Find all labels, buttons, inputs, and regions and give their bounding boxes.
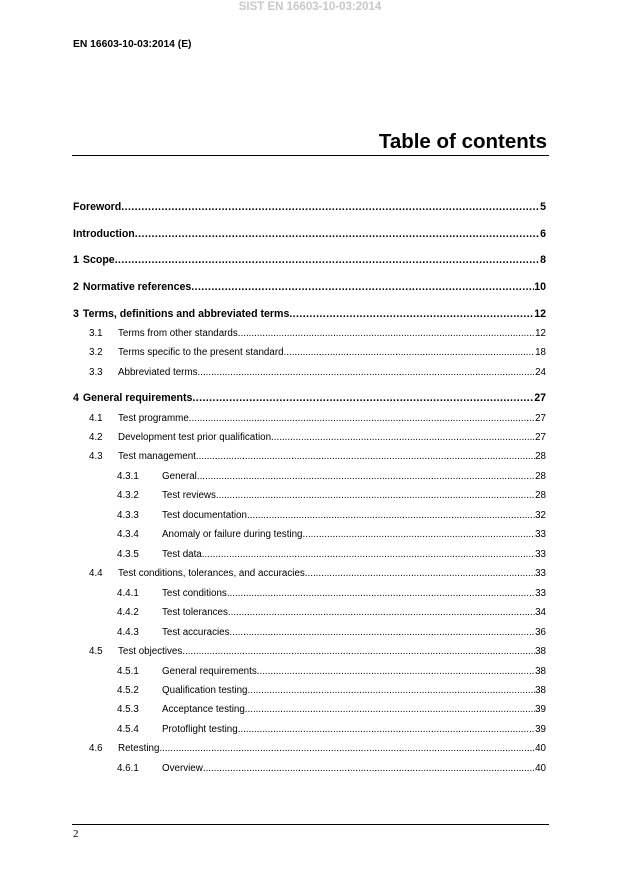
toc-entry-page: 40 — [535, 743, 546, 754]
toc-entry-page: 12 — [534, 308, 546, 320]
toc-entry[interactable] — [73, 529, 546, 540]
dot-leader — [135, 228, 540, 240]
toc-entry[interactable] — [73, 432, 546, 443]
toc-entry-number: 4.3.2 — [117, 490, 139, 501]
dot-leader — [203, 763, 535, 774]
toc-entry-label: Scope — [82, 254, 115, 266]
toc-entry[interactable] — [73, 201, 546, 213]
dot-leader — [247, 510, 535, 521]
toc-entry[interactable] — [73, 490, 546, 501]
toc-entry[interactable] — [73, 743, 546, 754]
toc-entry-page: 5 — [540, 201, 546, 213]
toc-entry-number: 4.3.1 — [117, 471, 139, 482]
dot-leader — [192, 392, 534, 404]
toc-entry-page: 27 — [535, 413, 546, 424]
page-title: Table of contents — [378, 130, 547, 153]
toc-entry-page: 12 — [535, 328, 546, 339]
dot-leader — [284, 347, 536, 358]
toc-entry[interactable] — [73, 763, 546, 774]
toc-entry-number: 3.1 — [89, 328, 103, 339]
toc-entry[interactable] — [73, 451, 546, 462]
toc-entry-number: 4.5.4 — [117, 724, 139, 735]
toc-entry-label: Test conditions — [162, 588, 227, 599]
toc-entry[interactable] — [73, 627, 546, 638]
dot-leader — [289, 308, 534, 320]
toc-entry-label: Normative references — [82, 281, 192, 293]
toc-entry-number: 4.5 — [89, 646, 103, 657]
toc-entry-label: General requirements — [82, 392, 193, 404]
toc-entry-label: Development test prior qualification — [118, 432, 272, 443]
toc-entry-number: 4.2 — [89, 432, 103, 443]
toc-entry-number: 4.3 — [89, 451, 103, 462]
dot-leader — [303, 529, 536, 540]
dot-leader — [245, 704, 535, 715]
toc-entry-label: Terms from other standards — [118, 328, 238, 339]
toc-entry-page: 18 — [535, 347, 546, 358]
toc-entry-page: 6 — [540, 228, 546, 240]
toc-entry-number: 4.3.4 — [117, 529, 139, 540]
toc-entry-number: 4.5.1 — [117, 666, 139, 677]
dot-leader — [230, 627, 536, 638]
page-number: 2 — [73, 828, 79, 840]
toc-entry-label: Foreword — [73, 201, 122, 213]
toc-entry-page: 38 — [535, 666, 546, 677]
toc-entry-number: 4.4.3 — [117, 627, 139, 638]
toc-entry-label: Acceptance testing — [162, 704, 245, 715]
dot-leader — [257, 666, 535, 677]
toc-entry-number: 3.2 — [89, 347, 103, 358]
dot-leader — [196, 451, 535, 462]
toc-entry-label: Test accuracies — [162, 627, 230, 638]
dot-leader — [189, 413, 535, 424]
toc-entry-label: Introduction — [73, 228, 135, 240]
toc-entry-page: 10 — [534, 281, 546, 293]
toc-entry[interactable] — [73, 646, 546, 657]
toc-entry[interactable] — [73, 510, 546, 521]
toc-entry-label: Test programme — [118, 413, 189, 424]
toc-entry[interactable] — [73, 549, 546, 560]
toc-entry[interactable] — [73, 254, 546, 266]
toc-entry-number: 4.1 — [89, 413, 103, 424]
dot-leader — [227, 588, 535, 599]
toc-entry-page: 24 — [535, 367, 546, 378]
toc-entry[interactable] — [73, 228, 546, 240]
document-id: EN 16603-10-03:2014 (E) — [73, 39, 192, 50]
toc-entry-label: General requirements — [162, 666, 257, 677]
footer-divider — [72, 824, 549, 825]
toc-entry[interactable] — [73, 328, 546, 339]
toc-entry-number: 4.5.2 — [117, 685, 139, 696]
toc-entry-label: Test reviews — [162, 490, 216, 501]
toc-entry-label: Test objectives — [118, 646, 183, 657]
toc-entry-label: Retesting — [118, 743, 160, 754]
dot-leader — [238, 724, 535, 735]
dot-leader — [238, 328, 535, 339]
toc-entry-number: 1 — [73, 254, 79, 266]
toc-entry-number: 2 — [73, 281, 79, 293]
toc-entry-page: 33 — [535, 529, 546, 540]
toc-entry-label: Terms, definitions and abbreviated terms — [82, 308, 290, 320]
dot-leader — [228, 607, 535, 618]
toc-entry-page: 36 — [535, 627, 546, 638]
dot-leader — [115, 254, 540, 266]
dot-leader — [159, 743, 535, 754]
toc-entry-label: Overview — [162, 763, 203, 774]
toc-entry[interactable] — [73, 347, 546, 358]
toc-entry-page: 27 — [534, 392, 546, 404]
toc-entry-page: 38 — [535, 646, 546, 657]
toc-entry-number: 4.6.1 — [117, 763, 139, 774]
toc-entry-label: Anomaly or failure during testing — [162, 529, 303, 540]
toc-entry[interactable] — [73, 685, 546, 696]
toc-entry-label: Test documentation — [162, 510, 247, 521]
dot-leader — [305, 568, 535, 579]
toc-entry-page: 38 — [535, 685, 546, 696]
dot-leader — [197, 471, 535, 482]
toc-entry-page: 28 — [535, 451, 546, 462]
toc-entry-page: 33 — [535, 588, 546, 599]
toc-entry-page: 32 — [535, 510, 546, 521]
toc-entry-page: 28 — [535, 490, 546, 501]
toc-entry-label: General — [162, 471, 197, 482]
toc-entry-page: 27 — [535, 432, 546, 443]
toc-entry[interactable] — [73, 724, 546, 735]
toc-entry-number: 4.4.2 — [117, 607, 139, 618]
toc-entry-page: 33 — [535, 549, 546, 560]
toc-entry-page: 40 — [535, 763, 546, 774]
toc-entry-page: 28 — [535, 471, 546, 482]
toc-entry-page: 34 — [535, 607, 546, 618]
title-divider — [72, 155, 549, 156]
toc-entry[interactable] — [73, 308, 546, 320]
toc-entry-label: Test tolerances — [162, 607, 228, 618]
toc-entry[interactable] — [73, 281, 546, 293]
dot-leader — [271, 432, 535, 443]
dot-leader — [198, 367, 536, 378]
toc-entry-label: Protoflight testing — [162, 724, 238, 735]
toc-entry[interactable] — [73, 588, 546, 599]
toc-entry-number: 4.6 — [89, 743, 103, 754]
toc-entry[interactable] — [73, 568, 546, 579]
toc-entry-number: 3.3 — [89, 367, 103, 378]
toc-entry-label: Qualification testing — [162, 685, 248, 696]
toc-entry-number: 4.3.3 — [117, 510, 139, 521]
dot-leader — [248, 685, 536, 696]
toc-entry-label: Test data — [162, 549, 202, 560]
dot-leader — [202, 549, 535, 560]
dot-leader — [191, 281, 534, 293]
dot-leader — [216, 490, 535, 501]
toc-entry-number: 4.4 — [89, 568, 103, 579]
toc-entry[interactable] — [73, 704, 546, 715]
toc-entry-label: Test conditions, tolerances, and accuracies — [118, 568, 305, 579]
toc-entry-number: 4.5.3 — [117, 704, 139, 715]
toc-entry[interactable] — [73, 367, 546, 378]
toc-entry-page: 33 — [535, 568, 546, 579]
toc-entry-number: 3 — [73, 308, 79, 320]
toc-entry-number: 4 — [73, 392, 79, 404]
dot-leader — [121, 201, 540, 213]
toc-entry[interactable] — [73, 471, 546, 482]
toc-entry[interactable] — [73, 392, 546, 404]
toc-entry-label: Abbreviated terms — [118, 367, 198, 378]
toc-entry-label: Test management — [118, 451, 196, 462]
toc-entry-label: Terms specific to the present standard — [118, 347, 284, 358]
toc-entry-page: 39 — [535, 724, 546, 735]
toc-entry-number: 4.3.5 — [117, 549, 139, 560]
toc-entry-page: 8 — [540, 254, 546, 266]
toc-entry[interactable] — [73, 666, 546, 677]
toc-entry[interactable] — [73, 413, 546, 424]
watermark: SIST EN 16603-10-03:2014 — [238, 1, 382, 13]
dot-leader — [182, 646, 535, 657]
toc-entry-page: 39 — [535, 704, 546, 715]
toc-entry[interactable] — [73, 607, 546, 618]
toc-entry-number: 4.4.1 — [117, 588, 139, 599]
